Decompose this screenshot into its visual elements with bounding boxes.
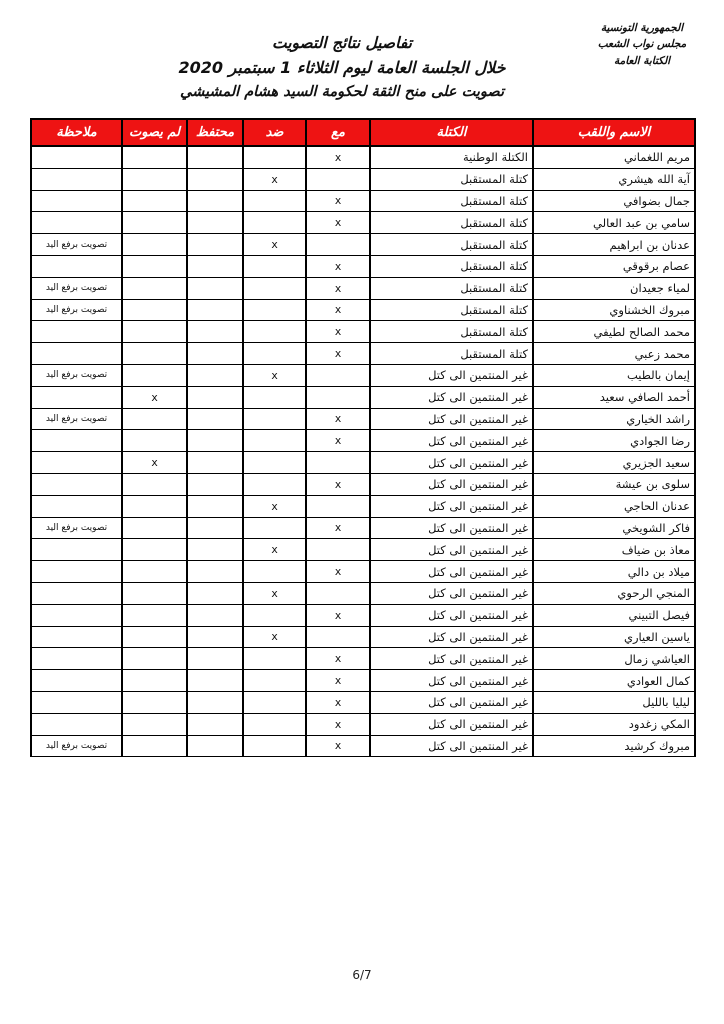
bloc-cell: كتلة المستقبل	[370, 343, 533, 365]
vote-novote-cell	[122, 473, 187, 495]
vote-against-cell	[243, 299, 306, 321]
bloc-cell: غير المنتمين الى كتل	[370, 517, 533, 539]
bloc-cell: غير المنتمين الى كتل	[370, 648, 533, 670]
vote-abstain-cell	[187, 735, 243, 757]
vote-with-cell: x	[306, 473, 370, 495]
vote-with-cell: x	[306, 299, 370, 321]
vote-against-cell	[243, 648, 306, 670]
note-cell: تصويت برفع اليد	[31, 234, 122, 256]
note-cell	[31, 255, 122, 277]
vote-with-cell	[306, 495, 370, 517]
note-cell	[31, 539, 122, 561]
member-name-cell: عدنان بن ابراهيم	[533, 234, 695, 256]
member-name-cell: عدنان الحاجي	[533, 495, 695, 517]
vote-abstain-cell	[187, 408, 243, 430]
vote-with-cell: x	[306, 517, 370, 539]
document-title-block	[62, 34, 622, 100]
member-name-cell: ليليا بالليل	[533, 691, 695, 713]
vote-abstain-cell	[187, 277, 243, 299]
title-session-date: خلال الجلسة العامة ليوم الثلاثاء 1 سبتمبر 2020	[178, 58, 506, 77]
vote-novote-cell	[122, 321, 187, 343]
bloc-cell: غير المنتمين الى كتل	[370, 386, 533, 408]
vote-abstain-cell	[187, 146, 243, 168]
vote-abstain-cell	[187, 670, 243, 692]
vote-with-cell	[306, 539, 370, 561]
member-name-cell: رضا الجوادي	[533, 430, 695, 452]
member-name-cell: سامي بن عبد العالي	[533, 212, 695, 234]
member-name-cell: عصام برقوقي	[533, 255, 695, 277]
vote-with-cell: x	[306, 713, 370, 735]
vote-against-cell: x	[243, 168, 306, 190]
vote-against-cell: x	[243, 234, 306, 256]
vote-novote-cell	[122, 364, 187, 386]
vote-with-cell: x	[306, 670, 370, 692]
member-name-cell: سعيد الجزيري	[533, 452, 695, 474]
note-cell: تصويت برفع اليد	[31, 277, 122, 299]
vote-with-cell: x	[306, 190, 370, 212]
note-cell	[31, 561, 122, 583]
note-cell: تصويت برفع اليد	[31, 299, 122, 321]
bloc-cell: غير المنتمين الى كتل	[370, 408, 533, 430]
note-cell	[31, 626, 122, 648]
vote-with-cell: x	[306, 604, 370, 626]
note-cell: تصويت برفع اليد	[31, 364, 122, 386]
table-row	[31, 670, 695, 692]
vote-with-cell	[306, 452, 370, 474]
member-name-cell: ياسين العياري	[533, 626, 695, 648]
bloc-cell: كتلة المستقبل	[370, 255, 533, 277]
header-name: الاسم واللقب	[533, 119, 695, 146]
header-vote-with: مع	[306, 119, 370, 146]
vote-abstain-cell	[187, 364, 243, 386]
vote-against-cell: x	[243, 626, 306, 648]
member-name-cell: محمد الصالح لطيفي	[533, 321, 695, 343]
letterhead-line-secretariat: الكتابة العامة	[613, 54, 671, 67]
vote-novote-cell	[122, 648, 187, 670]
note-cell	[31, 321, 122, 343]
vote-against-cell	[243, 604, 306, 626]
vote-abstain-cell	[187, 386, 243, 408]
vote-novote-cell	[122, 670, 187, 692]
vote-abstain-cell	[187, 582, 243, 604]
vote-with-cell: x	[306, 146, 370, 168]
vote-abstain-cell	[187, 539, 243, 561]
table-row	[31, 277, 695, 299]
vote-against-cell	[243, 212, 306, 234]
vote-with-cell: x	[306, 408, 370, 430]
vote-novote-cell	[122, 212, 187, 234]
vote-abstain-cell	[187, 626, 243, 648]
bloc-cell: غير المنتمين الى كتل	[370, 604, 533, 626]
vote-abstain-cell	[187, 343, 243, 365]
vote-novote-cell	[122, 343, 187, 365]
vote-with-cell: x	[306, 691, 370, 713]
bloc-cell: كتلة المستقبل	[370, 168, 533, 190]
vote-with-cell: x	[306, 430, 370, 452]
vote-against-cell	[243, 408, 306, 430]
note-cell: تصويت برفع اليد	[31, 735, 122, 757]
member-name-cell: سلوى بن عيشة	[533, 473, 695, 495]
vote-novote-cell	[122, 146, 187, 168]
table-row	[31, 190, 695, 212]
bloc-cell: غير المنتمين الى كتل	[370, 713, 533, 735]
vote-abstain-cell	[187, 517, 243, 539]
vote-against-cell	[243, 146, 306, 168]
note-cell	[31, 386, 122, 408]
vote-abstain-cell	[187, 430, 243, 452]
vote-against-cell	[243, 430, 306, 452]
vote-against-cell	[243, 473, 306, 495]
table-row	[31, 691, 695, 713]
note-cell	[31, 212, 122, 234]
vote-against-cell	[243, 255, 306, 277]
note-cell	[31, 495, 122, 517]
vote-with-cell: x	[306, 277, 370, 299]
vote-against-cell	[243, 713, 306, 735]
vote-novote-cell	[122, 539, 187, 561]
header-vote-against: ضد	[243, 119, 306, 146]
vote-with-cell	[306, 626, 370, 648]
title-results-details: تفاصيل نتائج التصويت	[272, 34, 412, 52]
voting-results-table	[30, 118, 696, 757]
bloc-cell: غير المنتمين الى كتل	[370, 430, 533, 452]
table-row	[31, 321, 695, 343]
bloc-cell: غير المنتمين الى كتل	[370, 582, 533, 604]
bloc-cell: كتلة المستقبل	[370, 277, 533, 299]
vote-with-cell: x	[306, 321, 370, 343]
vote-with-cell	[306, 386, 370, 408]
table-row	[31, 648, 695, 670]
vote-abstain-cell	[187, 255, 243, 277]
table-row	[31, 408, 695, 430]
vote-against-cell	[243, 321, 306, 343]
vote-novote-cell	[122, 299, 187, 321]
note-cell	[31, 190, 122, 212]
table-row	[31, 364, 695, 386]
vote-abstain-cell	[187, 299, 243, 321]
member-name-cell: المنجي الرحوي	[533, 582, 695, 604]
vote-with-cell	[306, 168, 370, 190]
letterhead-line-republic: الجمهورية التونسية	[600, 22, 684, 34]
vote-against-cell: x	[243, 582, 306, 604]
header-vote-novote: لم يصوت	[122, 119, 187, 146]
vote-novote-cell: x	[122, 452, 187, 474]
bloc-cell: كتلة المستقبل	[370, 321, 533, 343]
member-name-cell: المكي زغدود	[533, 713, 695, 735]
vote-against-cell	[243, 735, 306, 757]
note-cell	[31, 713, 122, 735]
page-number: 6/7	[352, 968, 372, 982]
title-vote-subject: تصويت على منح الثقة لحكومة السيد هشام المشيشي	[179, 84, 504, 100]
table-header-row	[31, 119, 695, 146]
member-name-cell: لمياء جعيدان	[533, 277, 695, 299]
table-row	[31, 234, 695, 256]
vote-against-cell	[243, 452, 306, 474]
vote-abstain-cell	[187, 713, 243, 735]
vote-novote-cell	[122, 582, 187, 604]
vote-abstain-cell	[187, 604, 243, 626]
bloc-cell: غير المنتمين الى كتل	[370, 626, 533, 648]
vote-novote-cell	[122, 495, 187, 517]
vote-novote-cell	[122, 277, 187, 299]
note-cell	[31, 452, 122, 474]
member-name-cell: إيمان بالطيب	[533, 364, 695, 386]
note-cell	[31, 604, 122, 626]
table-row	[31, 582, 695, 604]
vote-against-cell	[243, 386, 306, 408]
letterhead-line-assembly: مجلس نواب الشعب	[597, 38, 687, 51]
vote-novote-cell	[122, 408, 187, 430]
note-cell	[31, 430, 122, 452]
table-row	[31, 473, 695, 495]
table-row	[31, 146, 695, 168]
vote-novote-cell: x	[122, 386, 187, 408]
note-cell	[31, 168, 122, 190]
vote-abstain-cell	[187, 495, 243, 517]
vote-against-cell	[243, 190, 306, 212]
bloc-cell: غير المنتمين الى كتل	[370, 473, 533, 495]
note-cell: تصويت برفع اليد	[31, 517, 122, 539]
results-table-body	[31, 146, 695, 757]
bloc-cell: غير المنتمين الى كتل	[370, 452, 533, 474]
member-name-cell: مبروك كرشيد	[533, 735, 695, 757]
vote-with-cell: x	[306, 255, 370, 277]
note-cell	[31, 473, 122, 495]
bloc-cell: غير المنتمين الى كتل	[370, 670, 533, 692]
table-row	[31, 299, 695, 321]
table-row	[31, 430, 695, 452]
member-name-cell: محمد زعبي	[533, 343, 695, 365]
vote-abstain-cell	[187, 452, 243, 474]
table-row	[31, 735, 695, 757]
vote-against-cell	[243, 691, 306, 713]
vote-novote-cell	[122, 713, 187, 735]
bloc-cell: كتلة المستقبل	[370, 212, 533, 234]
vote-abstain-cell	[187, 234, 243, 256]
vote-with-cell: x	[306, 648, 370, 670]
vote-with-cell: x	[306, 212, 370, 234]
bloc-cell: كتلة المستقبل	[370, 190, 533, 212]
bloc-cell: غير المنتمين الى كتل	[370, 735, 533, 757]
vote-novote-cell	[122, 517, 187, 539]
bloc-cell: غير المنتمين الى كتل	[370, 364, 533, 386]
table-row	[31, 168, 695, 190]
vote-abstain-cell	[187, 321, 243, 343]
bloc-cell: كتلة المستقبل	[370, 299, 533, 321]
bloc-cell: غير المنتمين الى كتل	[370, 495, 533, 517]
note-cell: تصويت برفع اليد	[31, 408, 122, 430]
member-name-cell: معاذ بن ضياف	[533, 539, 695, 561]
note-cell	[31, 343, 122, 365]
vote-with-cell: x	[306, 735, 370, 757]
vote-novote-cell	[122, 430, 187, 452]
vote-against-cell	[243, 670, 306, 692]
vote-abstain-cell	[187, 648, 243, 670]
member-name-cell: مريم اللغماني	[533, 146, 695, 168]
vote-abstain-cell	[187, 561, 243, 583]
vote-novote-cell	[122, 735, 187, 757]
vote-against-cell	[243, 561, 306, 583]
note-cell	[31, 670, 122, 692]
table-row	[31, 495, 695, 517]
member-name-cell: جمال بضوافي	[533, 190, 695, 212]
table-row	[31, 343, 695, 365]
vote-against-cell	[243, 517, 306, 539]
table-row	[31, 255, 695, 277]
table-row	[31, 626, 695, 648]
table-row	[31, 561, 695, 583]
table-row	[31, 604, 695, 626]
member-name-cell: مبروك الخشناوي	[533, 299, 695, 321]
vote-novote-cell	[122, 255, 187, 277]
vote-novote-cell	[122, 691, 187, 713]
vote-with-cell	[306, 582, 370, 604]
note-cell	[31, 582, 122, 604]
table-row	[31, 386, 695, 408]
vote-against-cell: x	[243, 495, 306, 517]
vote-abstain-cell	[187, 168, 243, 190]
vote-abstain-cell	[187, 473, 243, 495]
vote-against-cell	[243, 277, 306, 299]
vote-abstain-cell	[187, 190, 243, 212]
vote-novote-cell	[122, 626, 187, 648]
vote-abstain-cell	[187, 691, 243, 713]
vote-novote-cell	[122, 168, 187, 190]
vote-against-cell: x	[243, 364, 306, 386]
vote-novote-cell	[122, 561, 187, 583]
vote-with-cell	[306, 364, 370, 386]
vote-against-cell: x	[243, 539, 306, 561]
bloc-cell: غير المنتمين الى كتل	[370, 691, 533, 713]
member-name-cell: فيصل التبيني	[533, 604, 695, 626]
vote-with-cell	[306, 234, 370, 256]
header-note: ملاحظة	[31, 119, 122, 146]
bloc-cell: الكتلة الوطنية	[370, 146, 533, 168]
table-row	[31, 713, 695, 735]
bloc-cell: كتلة المستقبل	[370, 234, 533, 256]
member-name-cell: راشد الخياري	[533, 408, 695, 430]
bloc-cell: غير المنتمين الى كتل	[370, 539, 533, 561]
header-bloc: الكتلة	[370, 119, 533, 146]
member-name-cell: آية الله هيشري	[533, 168, 695, 190]
header-vote-abstain: محتفظ	[187, 119, 243, 146]
vote-novote-cell	[122, 234, 187, 256]
bloc-cell: غير المنتمين الى كتل	[370, 561, 533, 583]
vote-with-cell: x	[306, 561, 370, 583]
vote-abstain-cell	[187, 212, 243, 234]
table-row	[31, 539, 695, 561]
note-cell	[31, 648, 122, 670]
vote-with-cell: x	[306, 343, 370, 365]
table-row	[31, 517, 695, 539]
member-name-cell: كمال العوادي	[533, 670, 695, 692]
note-cell	[31, 691, 122, 713]
member-name-cell: أحمد الصافي سعيد	[533, 386, 695, 408]
table-row	[31, 452, 695, 474]
member-name-cell: فاكر الشويخي	[533, 517, 695, 539]
vote-novote-cell	[122, 604, 187, 626]
vote-against-cell	[243, 343, 306, 365]
member-name-cell: العياشي زمال	[533, 648, 695, 670]
note-cell	[31, 146, 122, 168]
member-name-cell: ميلاد بن دالي	[533, 561, 695, 583]
vote-novote-cell	[122, 190, 187, 212]
table-row	[31, 212, 695, 234]
